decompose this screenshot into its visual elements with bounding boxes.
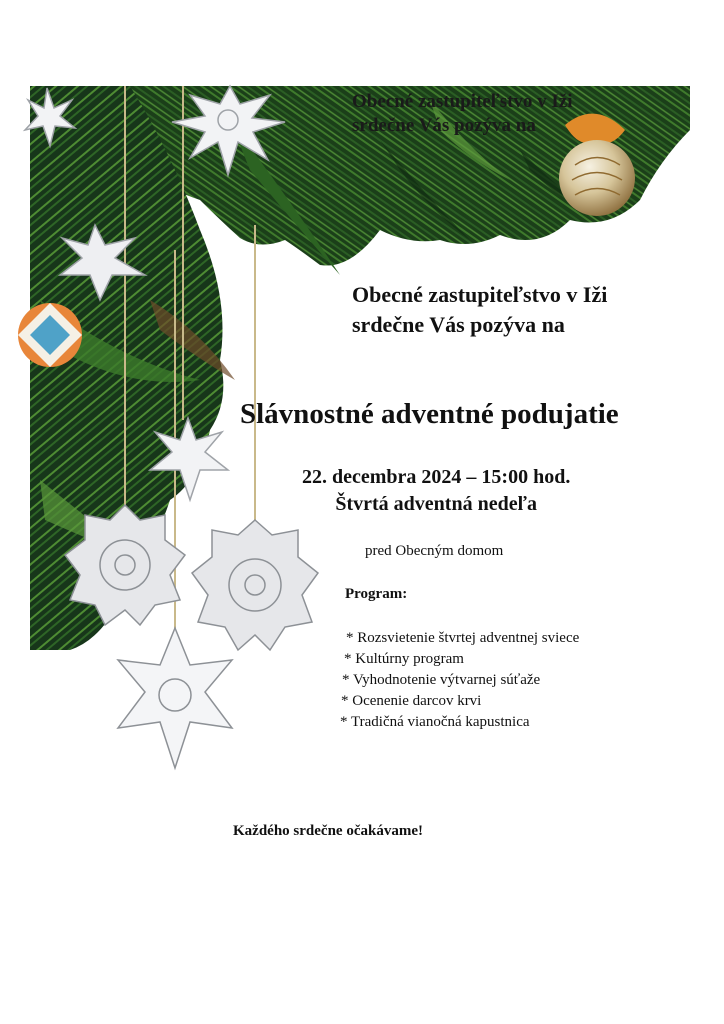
program-item: * Kultúrny program — [340, 649, 579, 670]
invitation-text — [352, 280, 607, 340]
event-date — [302, 464, 570, 518]
event-day-name: Štvrtá adventná nedeľa — [335, 493, 537, 515]
program-item: * Vyhodnotenie výtvarnej súťaže — [340, 670, 579, 691]
program-item: * Rozsvietenie štvrtej adventnej sviece — [340, 628, 579, 649]
program-heading: Program: — [345, 586, 408, 602]
event-date-time: 22. decembra 2024 – 15:00 hod. — [302, 466, 571, 488]
ornament-ball-left — [18, 303, 82, 367]
program-item: * Ocenenie darcov krvi — [340, 691, 579, 712]
lace-star-bottom — [118, 628, 232, 768]
invitation-line-1: Obecné zastupiteľstvo v Iži — [352, 282, 608, 307]
event-title: Slávnostné adventné podujatie — [240, 398, 619, 430]
lace-snowflake-right — [192, 520, 318, 650]
closing-text: Každého srdečne očakávame! — [233, 823, 423, 839]
event-location: pred Obecným domom — [365, 543, 504, 559]
overlay-invite-text: Obecné zastupiteľstvo v Iži srdečne Vás pozýva na — [352, 91, 573, 136]
program-item: * Tradičná vianočná kapustnica — [340, 712, 579, 733]
invitation-line-2: srdečne Vás pozýva na — [352, 312, 565, 337]
program-list — [340, 628, 579, 733]
